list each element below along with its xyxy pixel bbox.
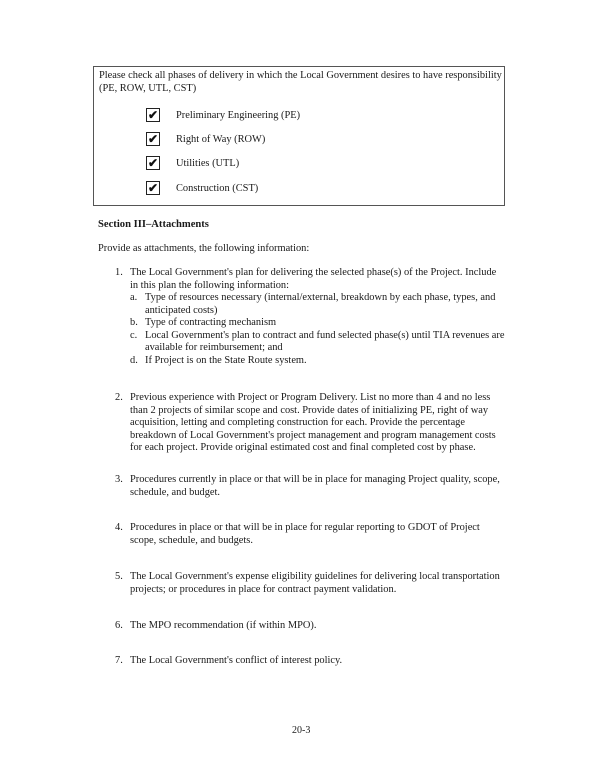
subitem-letter: a. [130,292,138,303]
checkmark-icon: ✔ [147,132,159,146]
item-text: Previous experience with Project or Program Delivery. List no more than 4 and no less than 2 projects of similar scope and cost. Provide dates of initializing PE, right of way acquisition, letting and completing construction for each. Provide the percentage breakdown of Local Government's project management and program management costs for each project. Provide original estimated cost and final completed cost by phase. [130,392,496,453]
item-text: The Local Government's plan for delivering the selected phase(s) of the Project. Include in this plan the following information: [130,267,497,291]
phase-label-utl: Utilities (UTL) [176,157,240,169]
phase-label-row: Right of Way (ROW) [176,133,266,145]
phase-option-pe[interactable] [146,107,300,123]
attachment-item-6 [115,620,505,633]
subitem-letter: b. [130,317,138,328]
phase-responsibility-box [93,66,505,206]
checkbox-pe[interactable] [146,108,160,122]
attachment-item-7 [115,655,505,668]
item-number: 6. [115,620,123,631]
item-text: Procedures currently in place or that will be in place for managing Project quality, scope, schedule, and budget. [130,474,500,498]
section-intro: Provide as attachments, the following information: [98,243,310,254]
item-number: 4. [115,522,123,533]
item-text: The Local Government's conflict of interest policy. [130,655,343,666]
subitem-d [130,355,505,368]
section-title: Section III–Attachments [98,219,209,230]
phase-option-row[interactable] [146,131,265,147]
item-number: 3. [115,474,123,485]
item-number: 7. [115,655,123,666]
page-number: 20-3 [292,725,311,736]
subitem-b [130,317,505,330]
attachment-item-5 [115,571,505,596]
subitem-text: Type of resources necessary (internal/external, breakdown by each phase, types, and anticipated costs) [145,292,496,316]
subitem-letter: c. [130,329,138,341]
item-text: The MPO recommendation (if within MPO). [130,620,317,631]
checkmark-icon: ✔ [147,156,159,170]
phase-option-utl[interactable] [146,155,239,171]
checkbox-cst[interactable] [146,181,160,195]
checkmark-icon: ✔ [147,108,159,122]
subitem-letter: d. [130,354,138,366]
item-text: The Local Government's expense eligibility guidelines for delivering local transportation projects; or procedures in place for contract payment validation. [130,571,500,595]
attachment-item-4 [115,522,505,547]
subitem-text: If Project is on the State Route system. [145,354,307,366]
subitem-text: Type of contracting mechanism [145,317,277,328]
phase-option-cst[interactable] [146,180,258,196]
phase-label-pe: Preliminary Engineering (PE) [176,109,301,121]
attachment-item-3 [115,474,505,499]
subitem-a [130,292,505,317]
item-number: 1. [115,267,123,278]
phase-label-cst: Construction (CST) [176,182,259,194]
item-number: 2. [115,392,123,403]
phase-prompt: Please check all phases of delivery in which the Local Government desires to have responsibility (PE, ROW, UTL, CST) [99,70,502,94]
checkbox-utl[interactable] [146,156,160,170]
attachment-item-1 [115,267,505,367]
checkmark-icon: ✔ [147,181,159,195]
item-number: 5. [115,571,123,582]
attachment-item-2 [115,392,505,455]
item-text: Procedures in place or that will be in place for regular reporting to GDOT of Project scope, schedule, and budgets. [130,522,480,546]
checkbox-row[interactable] [146,132,160,146]
subitem-c [130,330,505,355]
subitem-text: Local Government's plan to contract and fund selected phase(s) until TIA revenues are available for reimbursement; and [145,329,505,353]
